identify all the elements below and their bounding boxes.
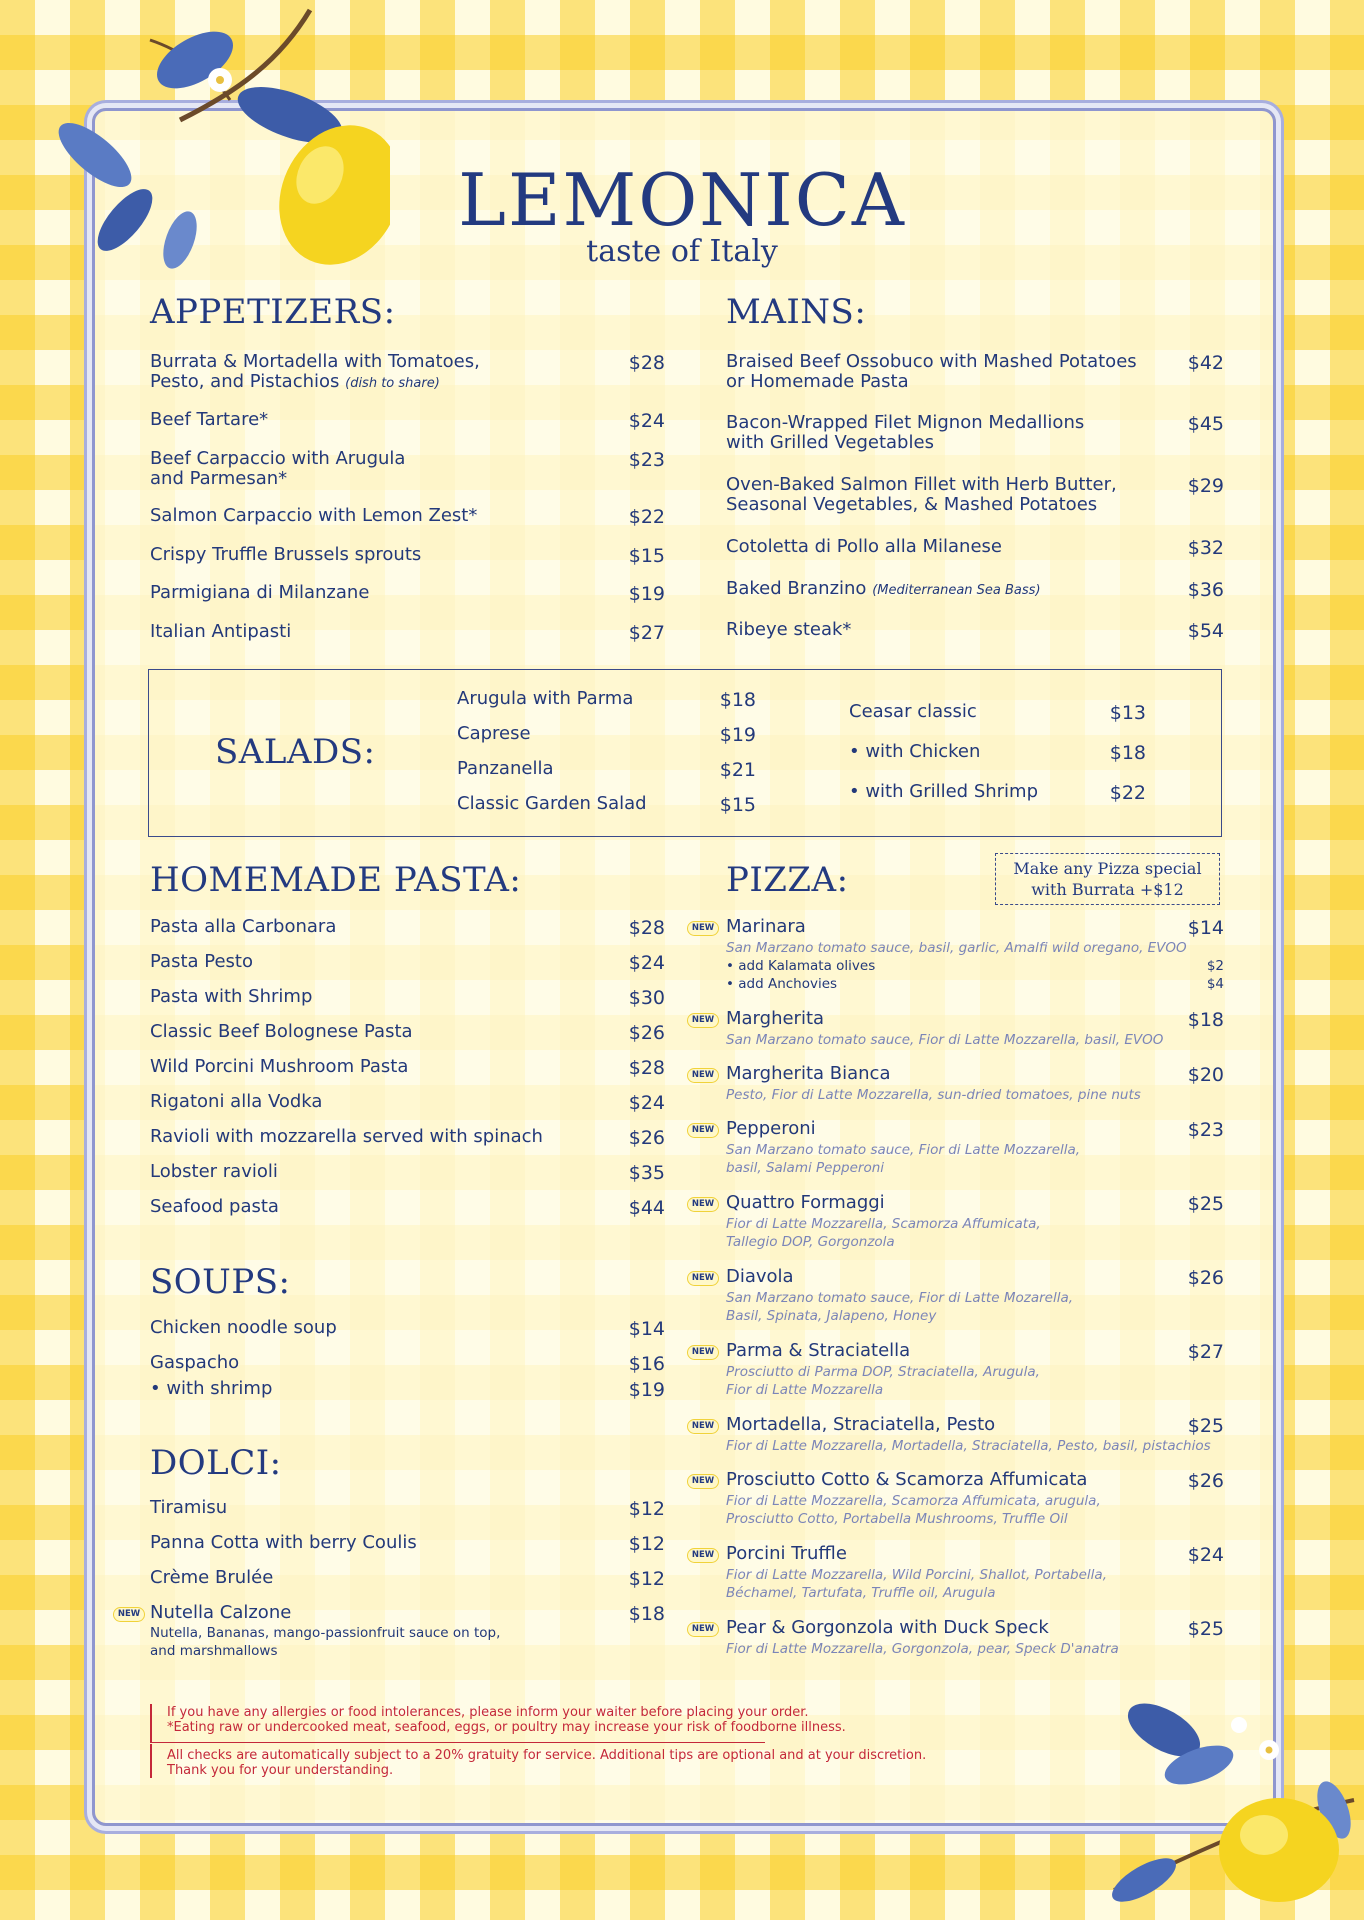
menu-item: Pasta alla Carbonara: [150, 916, 337, 937]
menu-item: Porcini Truffle: [726, 1543, 847, 1564]
item-description: Prosciutto Cotto, Portabella Mushrooms, Truffle Oil: [726, 1511, 1068, 1527]
menu-price: $27: [628, 622, 665, 644]
new-badge: NEW: [687, 1548, 719, 1563]
menu-item: Baked Branzino (Mediterranean Sea Bass): [726, 578, 1041, 599]
menu-item: Burrata & Mortadella with Tomatoes, Pesto, and Pistachios (dish to share): [150, 351, 480, 392]
menu-price: $23: [1187, 1119, 1224, 1141]
menu-item: Crème Brulée: [150, 1567, 274, 1588]
menu-price: $19: [628, 583, 665, 605]
menu-price: $28: [628, 917, 665, 939]
menu-price: $26: [1187, 1470, 1224, 1492]
menu-item: Ceasar classic: [849, 701, 977, 722]
menu-item: Margherita Bianca: [726, 1063, 891, 1084]
menu-price: $19: [719, 724, 756, 746]
item-description: Prosciutto di Parma DOP, Straciatella, Arugula,: [726, 1364, 1040, 1380]
new-badge: NEW: [687, 1013, 719, 1028]
page-subtitle: taste of Italy: [586, 234, 778, 269]
gratuity-notice: All checks are automatically subject to a 20% gratuity for service. Additional tips are optional and at your discretion.: [167, 1748, 927, 1763]
menu-item: Margherita: [726, 1008, 825, 1029]
menu-item: Pear & Gorgonzola with Duck Speck: [726, 1617, 1049, 1638]
item-description: San Marzano tomato sauce, Fior di Latte Mozzarella,: [726, 1142, 1081, 1158]
menu-item: Caprese: [457, 723, 531, 744]
menu-price: $26: [628, 1127, 665, 1149]
menu-price: $26: [1187, 1267, 1224, 1289]
menu-item: Salmon Carpaccio with Lemon Zest*: [150, 505, 478, 526]
footer-divider: [150, 1742, 765, 1743]
addon-item: • add Kalamata olives: [726, 958, 876, 974]
menu-price: $15: [628, 545, 665, 567]
menu-item: Diavola: [726, 1266, 794, 1287]
menu-price: $20: [1187, 1064, 1224, 1086]
menu-item: Chicken noodle soup: [150, 1317, 337, 1338]
new-badge: NEW: [113, 1607, 145, 1622]
menu-price: $42: [1187, 352, 1224, 374]
addon-price: $4: [1206, 976, 1224, 992]
menu-price: $25: [1187, 1618, 1224, 1640]
menu-price: $14: [628, 1318, 665, 1340]
menu-price: $24: [628, 410, 665, 432]
new-badge: NEW: [687, 1068, 719, 1083]
menu-price: $25: [1187, 1193, 1224, 1215]
menu-item: Seafood pasta: [150, 1196, 279, 1217]
soups-heading: SOUPS:: [150, 1262, 291, 1302]
item-description: San Marzano tomato sauce, Fior di Latte Mozzarella, basil, EVOO: [726, 1032, 1164, 1048]
salads-heading: SALADS:: [215, 732, 376, 772]
menu-item: Beef Tartare*: [150, 409, 269, 430]
menu-item: Panna Cotta with berry Coulis: [150, 1532, 417, 1553]
lemon-branch-icon: [1104, 1690, 1364, 1920]
menu-price: $13: [1109, 702, 1146, 724]
menu-price: $44: [628, 1197, 665, 1219]
menu-item: Parmigiana di Milanzane: [150, 582, 370, 603]
menu-price: $32: [1187, 537, 1224, 559]
menu-item: Parma & Straciatella: [726, 1340, 911, 1361]
thank-you-note: Thank you for your understanding.: [167, 1763, 394, 1778]
menu-item: Ravioli with mozzarella served with spinach: [150, 1126, 543, 1147]
menu-price: $14: [1187, 917, 1224, 939]
menu-item: Lobster ravioli: [150, 1161, 278, 1182]
addon-item: • add Anchovies: [726, 976, 838, 992]
menu-price: $22: [628, 506, 665, 528]
new-badge: NEW: [687, 1622, 719, 1637]
appetizers-heading: APPETIZERS:: [150, 292, 396, 332]
menu-price: $35: [628, 1162, 665, 1184]
menu-item: Ribeye steak*: [726, 619, 852, 640]
menu-item: Beef Carpaccio with Arugula and Parmesan*: [150, 448, 406, 489]
item-description: Fior di Latte Mozzarella: [726, 1382, 884, 1398]
menu-item: Rigatoni alla Vodka: [150, 1091, 323, 1112]
menu-price: $26: [628, 1022, 665, 1044]
menu-item: Nutella Calzone: [150, 1602, 292, 1623]
menu-item: Pepperoni: [726, 1118, 816, 1139]
menu-item: Classic Garden Salad: [457, 793, 647, 814]
menu-item: Gaspacho: [150, 1352, 240, 1373]
allergy-notice: If you have any allergies or food intolerances, please inform your waiter before placing your order.: [167, 1705, 809, 1720]
item-description: Fior di Latte Mozzarella, Mortadella, Straciatella, Pesto, basil, pistachios: [726, 1438, 1211, 1454]
item-description: Tallegio DOP, Gorgonzola: [726, 1234, 895, 1250]
menu-item: • with Chicken: [849, 741, 981, 762]
menu-price: $18: [1187, 1009, 1224, 1031]
item-description: basil, Salami Pepperoni: [726, 1160, 885, 1176]
item-description: Fior di Latte Mozzarella, Wild Porcini, Shallot, Portabella,: [726, 1567, 1107, 1583]
menu-item: Pasta Pesto: [150, 951, 253, 972]
item-description: Pesto, Fior di Latte Mozzarella, sun-dried tomatoes, pine nuts: [726, 1087, 1141, 1103]
menu-price: $23: [628, 449, 665, 471]
new-badge: NEW: [687, 1419, 719, 1434]
menu-price: $15: [719, 794, 756, 816]
item-description: Nutella, Bananas, mango-passionfruit sauce on top,: [150, 1625, 501, 1641]
item-description: San Marzano tomato sauce, basil, garlic, Amalfi wild oregano, EVOO: [726, 940, 1187, 956]
menu-price: $16: [628, 1353, 665, 1375]
menu-price: $18: [719, 689, 756, 711]
menu-price: $22: [1109, 782, 1146, 804]
footer-rule: [150, 1704, 152, 1742]
pizza-heading: PIZZA:: [726, 860, 849, 900]
menu-item: Panzanella: [457, 758, 554, 779]
menu-price: $21: [719, 759, 756, 781]
footer-rule: [150, 1744, 152, 1778]
addon-price: $2: [1206, 958, 1224, 974]
menu-item: • with shrimp: [150, 1378, 273, 1399]
menu-item: Arugula with Parma: [457, 688, 634, 709]
menu-item: Marinara: [726, 916, 806, 937]
menu-item: Prosciutto Cotto & Scamorza Affumicata: [726, 1469, 1088, 1490]
new-badge: NEW: [687, 921, 719, 936]
menu-item: Italian Antipasti: [150, 621, 292, 642]
menu-price: $24: [628, 952, 665, 974]
item-description: Fior di Latte Mozzarella, Scamorza Affumicata, arugula,: [726, 1493, 1101, 1509]
menu-price: $18: [1109, 742, 1146, 764]
raw-food-warning: *Eating raw or undercooked meat, seafood, eggs, or poultry may increase your risk of foodborne illness.: [167, 1720, 846, 1735]
menu-item: Tiramisu: [150, 1497, 228, 1518]
menu-price: $27: [1187, 1341, 1224, 1363]
menu-price: $36: [1187, 579, 1224, 601]
menu-item: Quattro Formaggi: [726, 1192, 885, 1213]
menu-price: $28: [628, 1057, 665, 1079]
menu-price: $12: [628, 1533, 665, 1555]
menu-price: $25: [1187, 1415, 1224, 1437]
mains-heading: MAINS:: [726, 292, 867, 332]
menu-price: $28: [628, 352, 665, 374]
menu-item: Mortadella, Straciatella, Pesto: [726, 1414, 996, 1435]
item-description: Fior di Latte Mozzarella, Gorgonzola, pear, Speck D'anatra: [726, 1641, 1119, 1657]
menu-item: Crispy Truffle Brussels sprouts: [150, 544, 422, 565]
menu-price: $24: [1187, 1544, 1224, 1566]
dolci-heading: DOLCI:: [150, 1443, 282, 1483]
burrata-promo: Make any Pizza special with Burrata +$12: [995, 853, 1220, 905]
menu-item: • with Grilled Shrimp: [849, 781, 1039, 802]
menu-price: $45: [1187, 413, 1224, 435]
menu-price: $19: [628, 1379, 665, 1401]
menu-price: $54: [1187, 620, 1224, 642]
menu-item: Pasta with Shrimp: [150, 986, 313, 1007]
page-title: LEMONICA: [458, 158, 906, 242]
menu-price: $30: [628, 987, 665, 1009]
menu-item: Cotoletta di Pollo alla Milanese: [726, 536, 1002, 557]
menu-item: Oven-Baked Salmon Fillet with Herb Butter, Seasonal Vegetables, & Mashed Potatoes: [726, 474, 1117, 515]
menu-item: Bacon-Wrapped Filet Mignon Medallions with Grilled Vegetables: [726, 412, 1085, 453]
new-badge: NEW: [687, 1474, 719, 1489]
menu-price: $12: [628, 1498, 665, 1520]
new-badge: NEW: [687, 1345, 719, 1360]
item-description: San Marzano tomato sauce, Fior di Latte Mozarella,: [726, 1290, 1074, 1306]
menu-item: Braised Beef Ossobuco with Mashed Potatoes or Homemade Pasta: [726, 351, 1137, 392]
item-description: Fior di Latte Mozzarella, Scamorza Affumicata,: [726, 1216, 1041, 1232]
menu-price: $29: [1187, 475, 1224, 497]
menu-item: Classic Beef Bolognese Pasta: [150, 1021, 413, 1042]
pasta-heading: HOMEMADE PASTA:: [150, 860, 522, 900]
new-badge: NEW: [687, 1271, 719, 1286]
item-description: Basil, Spinata, Jalapeno, Honey: [726, 1308, 937, 1324]
menu-item: Wild Porcini Mushroom Pasta: [150, 1056, 409, 1077]
menu-price: $18: [628, 1603, 665, 1625]
item-description: Béchamel, Tartufata, Truffle oil, Arugula: [726, 1585, 996, 1601]
menu-price: $24: [628, 1092, 665, 1114]
item-description: and marshmallows: [150, 1643, 278, 1659]
menu-price: $12: [628, 1568, 665, 1590]
new-badge: NEW: [687, 1197, 719, 1212]
new-badge: NEW: [687, 1123, 719, 1138]
